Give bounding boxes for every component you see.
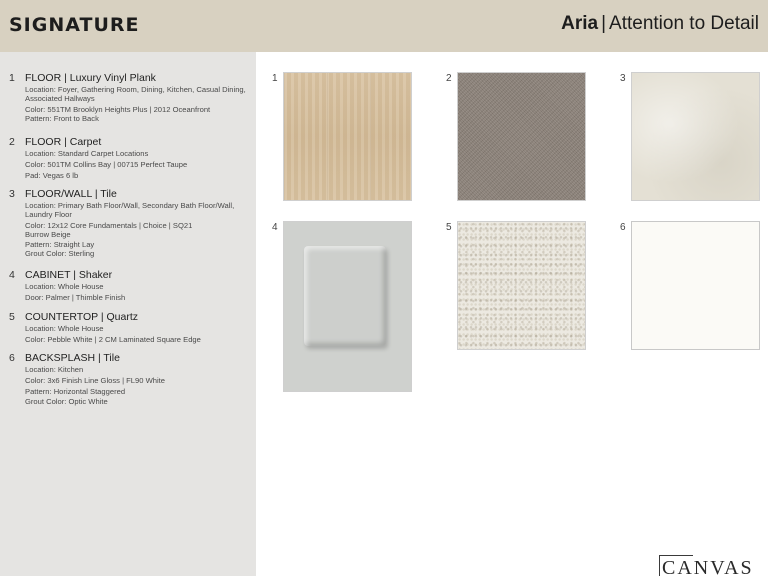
spec-line: Color: 12x12 Core Fundamentals | Choice | SQ21 Burrow Beige — [25, 221, 193, 240]
spec-heading: CABINET | Shaker — [25, 269, 113, 281]
spec-line: Color: 551TM Brooklyn Heights Plus | 2012 Oceanfront — [25, 105, 211, 115]
logo-wordmark: CANVAS — [662, 557, 754, 576]
spec-details — [25, 365, 247, 408]
swatch-number: 2 — [446, 73, 452, 84]
spec-line: Pattern: Front to Back — [25, 114, 99, 124]
spec-details — [25, 85, 247, 125]
spec-number: 1 — [9, 72, 15, 84]
spec-heading: BACKSPLASH | Tile — [25, 352, 120, 364]
spec-line: Color: Pebble White | 2 CM Laminated Square Edge — [25, 334, 201, 344]
spec-line: Grout Color: Sterling — [25, 248, 95, 258]
plan-title — [561, 13, 759, 35]
spec-line: Location: Primary Bath Floor/Wall, Secondary Bath Floor/Wall, Laundry Floor — [25, 201, 235, 220]
spec-number: 4 — [9, 269, 15, 281]
swatch-number: 4 — [272, 222, 278, 233]
spec-line: Pad: Vegas 6 lb — [25, 170, 79, 180]
spec-line: Location: Standard Carpet Locations — [25, 149, 149, 158]
swatch-carpet — [457, 72, 586, 201]
spec-line: Pattern: Horizontal Staggered — [25, 386, 126, 396]
spec-line: Location: Whole House — [25, 282, 104, 291]
spec-number: 6 — [9, 352, 15, 364]
plan-name: Aria — [561, 13, 599, 34]
spec-line: Door: Palmer | Thimble Finish — [25, 292, 126, 302]
swatch-cabinet-door — [283, 221, 412, 392]
canvas-logo — [659, 555, 768, 576]
collection-title: SIGNATURE — [9, 14, 140, 36]
spec-line: Color: 501TM Collins Bay | 00715 Perfect Taupe — [25, 159, 188, 169]
swatch-number: 5 — [446, 222, 452, 233]
spec-heading: FLOOR | Carpet — [25, 136, 102, 148]
swatch-number: 6 — [620, 222, 626, 233]
spec-number: 3 — [9, 188, 15, 200]
header-bar — [0, 0, 768, 52]
spec-heading: COUNTERTOP | Quartz — [25, 311, 139, 323]
plan-tagline: Attention to Detail — [609, 13, 759, 34]
spec-line: Color: 3x6 Finish Line Gloss | FL90 White — [25, 375, 165, 385]
swatch-quartz — [457, 221, 586, 350]
spec-line: Pattern: Straight Lay — [25, 239, 95, 249]
swatch-luxury-vinyl-plank — [283, 72, 412, 201]
title-separator: | — [601, 13, 607, 34]
cabinet-door-panel — [304, 246, 386, 346]
swatch-tile — [631, 72, 760, 201]
spec-heading: FLOOR/WALL | Tile — [25, 188, 117, 200]
spec-number: 5 — [9, 311, 15, 323]
spec-details — [25, 149, 247, 181]
spec-line: Location: Foyer, Gathering Room, Dining, Kitchen, Casual Dining, Associated Hallways — [25, 85, 246, 104]
spec-sidebar — [0, 52, 256, 576]
spec-line: Grout Color: Optic White — [25, 397, 108, 407]
spec-number: 2 — [9, 136, 15, 148]
swatch-number: 1 — [272, 73, 278, 84]
spec-line: Location: Kitchen — [25, 365, 84, 374]
swatch-number: 3 — [620, 73, 626, 84]
spec-details — [25, 201, 247, 260]
spec-line: Location: Whole House — [25, 324, 104, 333]
swatch-backsplash-tile — [631, 221, 760, 350]
spec-heading: FLOOR | Luxury Vinyl Plank — [25, 72, 156, 84]
spec-details — [25, 282, 247, 304]
spec-details — [25, 324, 247, 346]
